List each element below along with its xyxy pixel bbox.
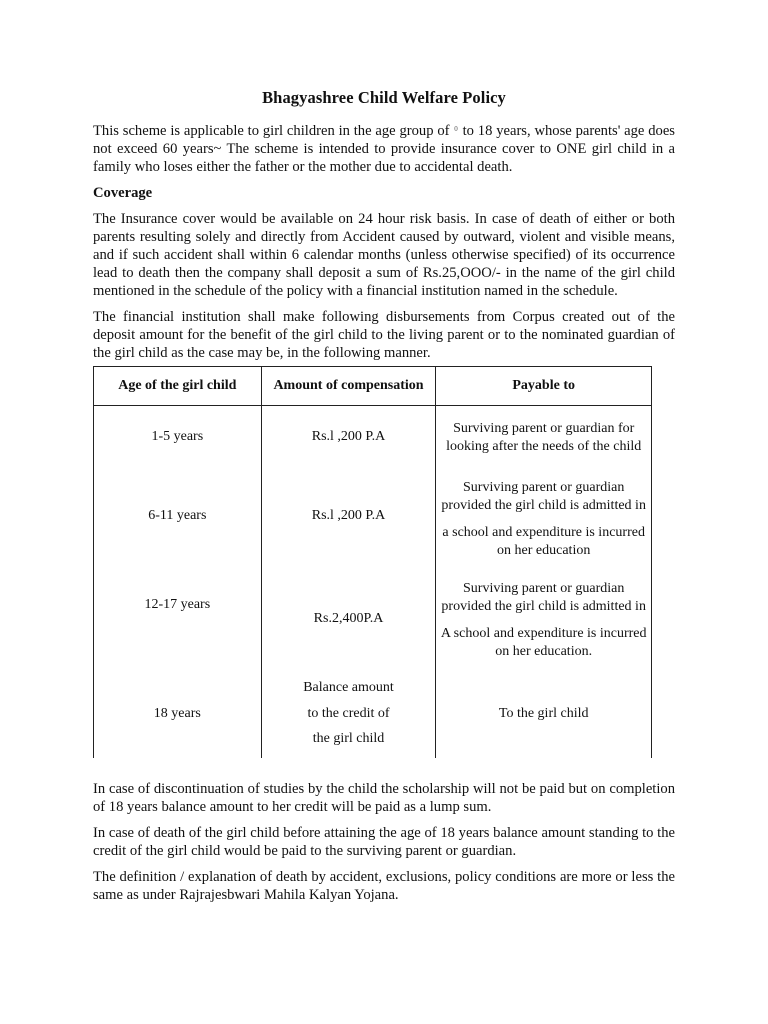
amount-line: the girl child (312, 731, 385, 747)
amount-cell: Rs.2,400P.A (261, 566, 436, 670)
death-paragraph: In case of death of the girl child before attaining the age of 18 years balance amount standing to the credit of the girl child would be paid to the surviving parent or guardian. (93, 824, 675, 859)
amount-line: to the credit of (307, 705, 390, 721)
table-row (94, 566, 652, 670)
policy-document (93, 88, 675, 912)
table-row (94, 406, 652, 466)
intro-text-start: This scheme is applicable to girl children in the age group of (93, 123, 454, 139)
age-cell: 18 years (94, 670, 262, 758)
amount-line: Balance amount (303, 680, 394, 696)
amount-cell: Rs.l ,200 P.A (261, 466, 436, 566)
intro-age-mark: 0 (454, 125, 458, 133)
intro-text-end: to 18 years, whose parents' age does not exceed 60 years~ The scheme is intended to provide insurance cover to ONE girl child in a family who loses either the father or the mother due to accidental death. (93, 123, 675, 175)
compensation-table (93, 366, 652, 758)
table-row (94, 670, 652, 758)
table-row (94, 466, 652, 566)
disbursement-paragraph: The financial institution shall make following disbursements from Corpus created out of the deposit amount for the benefit of the girl child to the living parent or to the nominated guardian of the girl child as the case may be, in the following manner. (93, 309, 675, 361)
payable-condition: Surviving parent or guardian provided the girl child is admitted in (441, 480, 646, 513)
age-cell: 1-5 years (94, 406, 262, 466)
age-cell: 12-17 years (94, 566, 262, 670)
age-cell: 6-11 years (94, 466, 262, 566)
payable-condition-extra: a school and expenditure is incurred on her education (442, 525, 645, 558)
amount-cell: Rs.l ,200 P.A (261, 406, 436, 466)
table-header-row (94, 367, 652, 406)
payable-cell (436, 566, 652, 670)
payable-cell (436, 466, 652, 566)
definition-paragraph: The definition / explanation of death by accident, exclusions, policy conditions are more or less the same as under Rajrajesbwari Mahila Kalyan Yojana. (93, 868, 675, 903)
coverage-heading: Coverage (93, 185, 153, 201)
payable-condition: Surviving parent or guardian provided the girl child is admitted in (441, 581, 646, 614)
header-amount: Amount of compensation (261, 367, 436, 406)
coverage-paragraph: The Insurance cover would be available on 24 hour risk basis. In case of death of either or both parents resulting solely and directly from Accident caused by outward, violent and visible means, and if such accident shall within 6 calendar months (unless otherwise specified) of its occurrence lead to death then the company shall deposit a sum of Rs.25,OOO/- in the name of the girl child mentioned in the schedule of the policy with a financial institution named in the schedule. (93, 211, 675, 299)
payable-condition-extra: A school and expenditure is incurred on her education. (440, 626, 647, 659)
header-age: Age of the girl child (94, 367, 262, 406)
payable-cell: Surviving parent or guardian for looking after the needs of the child (436, 406, 652, 466)
discontinuation-paragraph: In case of discontinuation of studies by the child the scholarship will not be paid but on completion of 18 years balance amount to her credit will be paid as a lump sum. (93, 780, 675, 815)
header-payable: Payable to (436, 367, 652, 406)
payable-cell: To the girl child (436, 670, 652, 758)
amount-cell (261, 670, 436, 758)
page-title: Bhagyashree Child Welfare Policy (262, 88, 506, 107)
intro-paragraph (93, 120, 675, 176)
